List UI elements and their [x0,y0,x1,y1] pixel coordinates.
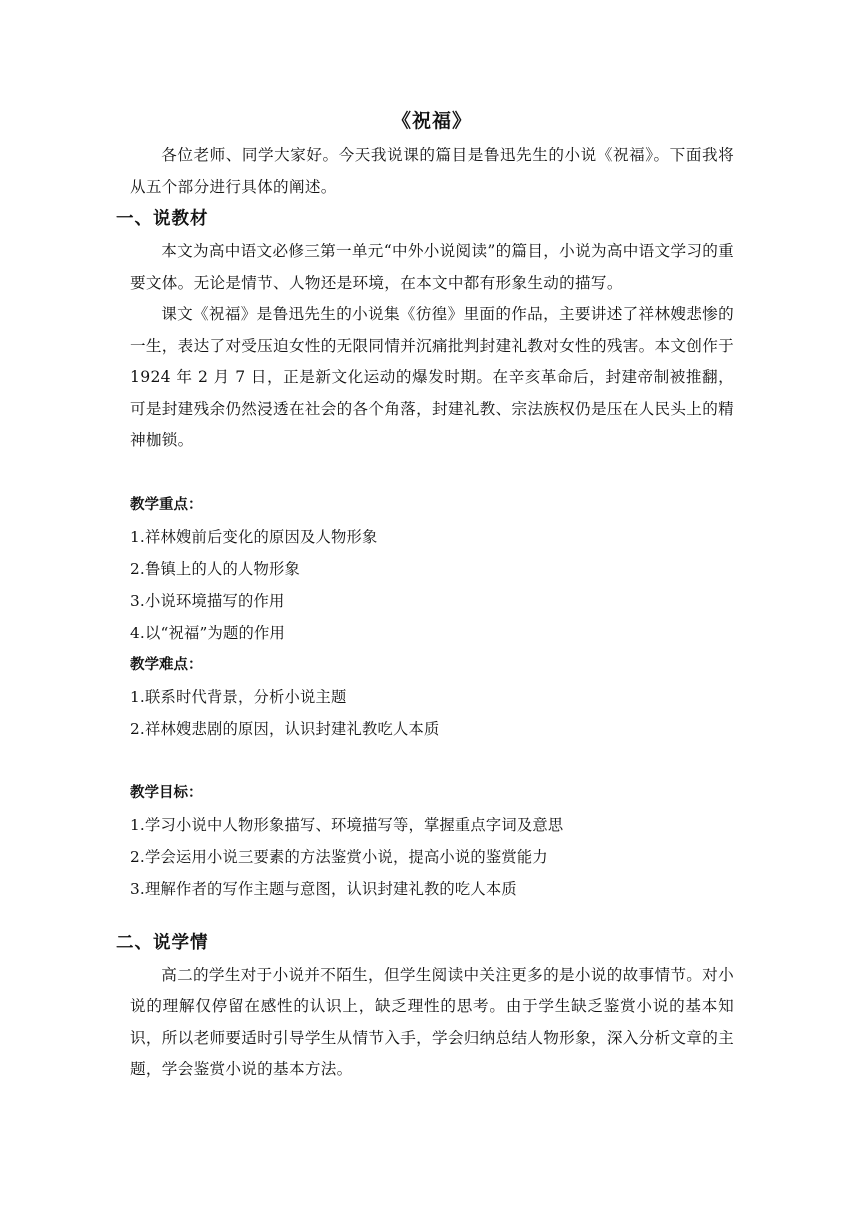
document-title: 《祝福》 [391,110,472,132]
goals-label: 教学目标： [130,784,203,801]
list-item: 2.学会运用小说三要素的方法鉴赏小说，提高小说的鉴赏能力 [130,847,548,866]
list-item: 1.祥林嫂前后变化的原因及人物形象 [130,527,378,546]
list-item: 4.以“祝福”为题的作用 [130,623,286,642]
list-item: 1.学习小说中人物形象描写、环境描写等，掌握重点字词及意思 [130,815,564,834]
section-heading-students: 二、说学情 [116,932,209,953]
textbook-paragraph-1: 本文为高中语文必修三第一单元“中外小说阅读”的篇目，小说为高中语文学习的重要文体。无论是情节、人物还是环境，在本文中都有形象生动的描写。 [130,242,735,292]
blank-line [130,905,734,927]
textbook-paragraph-2: 课文《祝福》是鲁迅先生的小说集《彷徨》里面的作品，主要讲述了祥林嫂悲惨的一生，表达了对受压迫女性的无限同情并沉痛批判封建礼教对女性的残害。本文创作于 1924 年 2 月 7 日，正是新文化运动的爆发时期。在辛亥革命后，封建帝制被推翻，可是封建残余仍然浸透在社会的各个角落，封建礼教、宗法族权仍是压在人民头上的精神枷锁。 [130,305,734,449]
list-item: 2.鲁镇上的人的人物形象 [130,559,300,578]
list-item: 3.理解作者的写作主题与意图，认识封建礼教的吃人本质 [130,879,517,898]
difficulties-list [130,681,734,745]
students-paragraph: 高二的学生对于小说并不陌生，但学生阅读中关注更多的是小说的故事情节。对小说的理解仅停留在感性的认识上，缺乏理性的思考。由于学生缺乏鉴赏小说的基本知识，所以老师要适时引导学生从情节入手，学会归纳总结人物形象，深入分析文章的主题，学会鉴赏小说的基本方法。 [130,965,734,1078]
key-points-list [130,521,734,649]
list-item: 2.祥林嫂悲剧的原因，认识封建礼教吃人本质 [130,719,440,738]
difficulties-label: 教学难点： [130,656,203,673]
intro-paragraph: 各位老师、同学大家好。今天我说课的篇目是鲁迅先生的小说《祝福》。下面我将从五个部分进行具体的阐述。 [130,146,734,196]
blank-line [130,745,734,777]
key-points-label: 教学重点： [130,496,203,513]
blank-line [130,457,734,489]
document-body [116,104,735,1086]
goals-list [130,809,734,905]
section-heading-textbook: 一、说教材 [116,209,209,229]
list-item: 1.联系时代背景，分析小说主题 [130,687,347,706]
list-item: 3.小说环境描写的作用 [130,591,285,610]
